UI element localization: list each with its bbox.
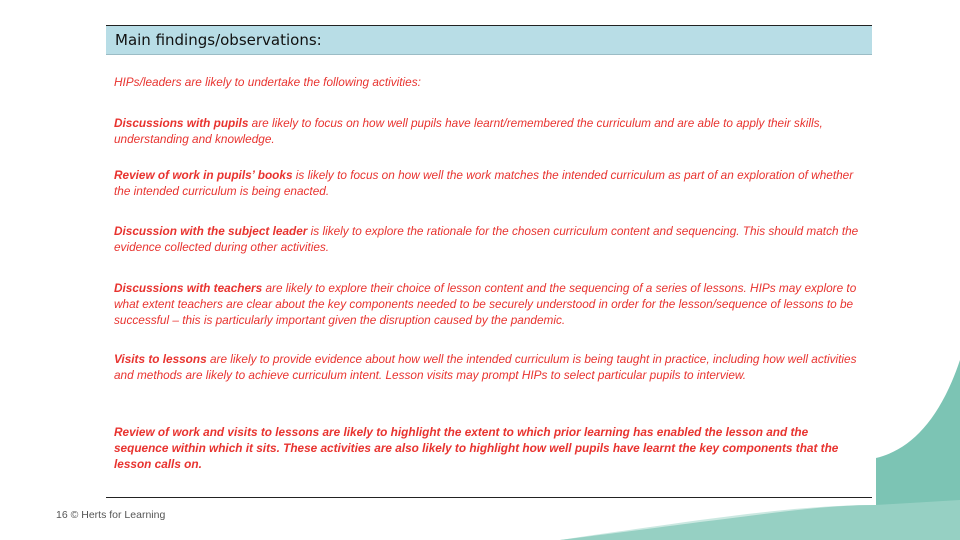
intro-text: HIPs/leaders are likely to undertake the following activities:	[114, 75, 421, 89]
list-item	[114, 280, 862, 328]
list-item	[114, 115, 862, 147]
item-lead: Review of work in pupils’ books	[114, 168, 293, 182]
closing-text: Review of work and visits to lessons are likely to highlight the extent to which prior learning has enabled the lesson and the sequence within which it sits. These activities are also likely to highlight how well pupils have learnt the key components that the lesson calls on.	[114, 425, 839, 471]
item-text: is likely to explore the rationale for the chosen curriculum content and sequencing. This should match the evidence collected during other activities.	[114, 224, 859, 254]
item-lead: Discussion with the subject leader	[114, 224, 308, 238]
item-text: are likely to explore their choice of lesson content and the sequencing of a series of lessons. HIPs may explore to what extent teachers are clear about the key components needed to be securely understood in order for the lesson/sequence of lessons to be successful – this is particularly important given the disruption caused by the pandemic.	[114, 281, 857, 327]
item-text: is likely to focus on how well the work matches the intended curriculum as part of an exploration of whether the intended curriculum is being enacted.	[114, 168, 854, 198]
list-item	[114, 351, 862, 383]
list-item	[114, 167, 862, 199]
findings-panel	[106, 25, 872, 498]
footer-credit: 16 © Herts for Learning	[56, 509, 166, 521]
item-text: are likely to focus on how well pupils have learnt/remembered the curriculum and are able to apply their skills, understanding and knowledge.	[114, 116, 823, 146]
item-lead: Discussions with teachers	[114, 281, 263, 295]
list-item	[114, 223, 862, 255]
item-lead: Visits to lessons	[114, 352, 207, 366]
item-text: are likely to provide evidence about how well the intended curriculum is being taught in practice, including how well activities and methods are likely to achieve curriculum intent. Lesson visits may prompt HIPs to select particular pupils to interview.	[114, 352, 857, 382]
findings-header	[106, 26, 872, 55]
item-lead: Discussions with pupils	[114, 116, 249, 130]
findings-title: Main findings/observations:	[115, 31, 322, 49]
